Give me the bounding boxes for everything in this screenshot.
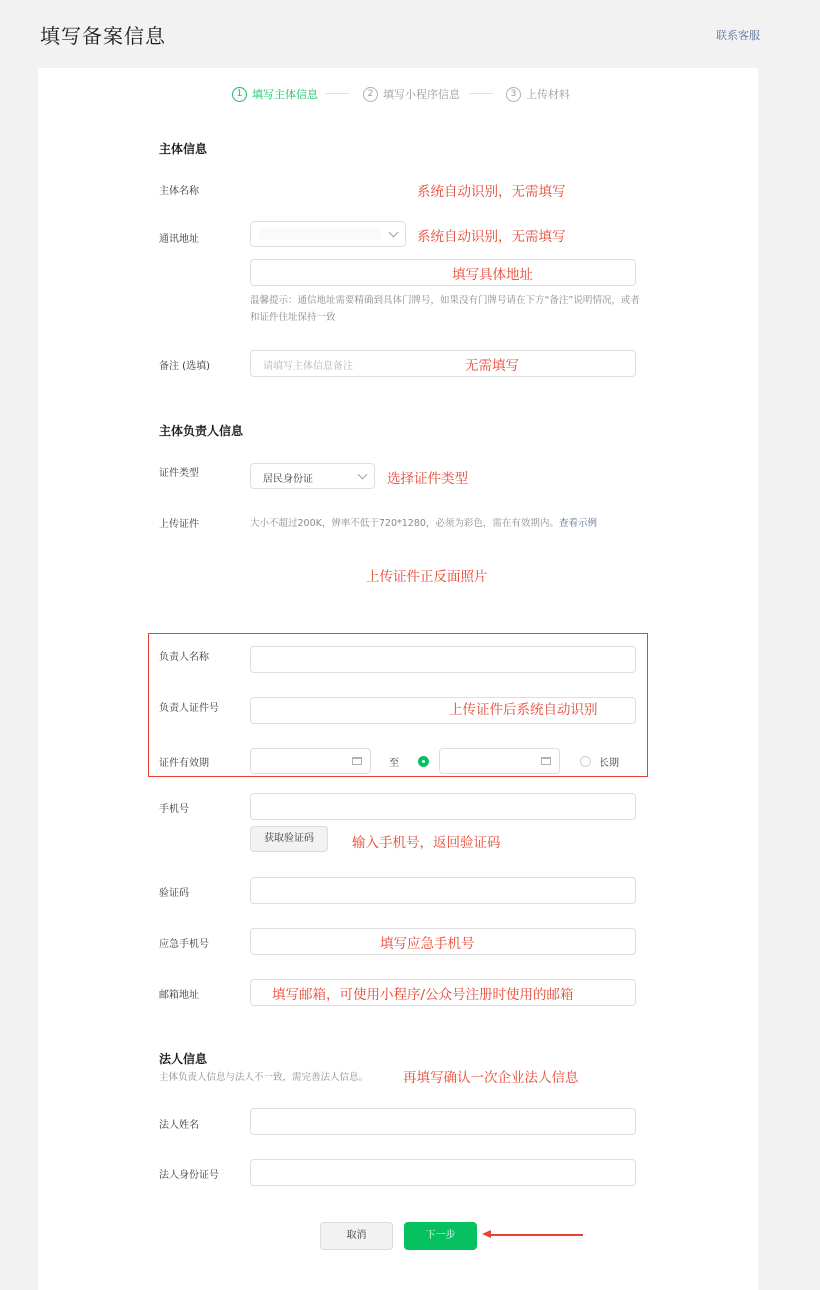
step-3 [506,86,570,102]
legal-name-input[interactable] [250,1108,636,1135]
phone-label: 手机号 [159,804,189,815]
region-value-masked [259,228,381,240]
annotation-emergency: 填写应急手机号 [380,936,475,952]
annotation-phone: 输入手机号，返回验证码 [352,835,501,851]
step-3-number: 3 [506,87,521,102]
calendar-icon [352,757,362,765]
email-label: 邮箱地址 [159,990,199,1001]
upload-hint-text: 大小不超过200K，辨率不低于720*1280，必须为彩色，需在有效期内。 [250,518,559,529]
owner-name-label: 负责人名称 [159,652,209,663]
id-type-value: 居民身份证 [263,474,313,485]
cancel-button[interactable]: 取消 [320,1222,393,1250]
legal-id-input[interactable] [250,1159,636,1186]
validity-end-input[interactable] [439,748,560,774]
annotation-remark: 无需填写 [465,358,519,374]
legal-name-label: 法人姓名 [159,1120,199,1131]
annotation-upload: 上传证件正反面照片 [366,569,488,585]
subject-name-label: 主体名称 [159,186,199,197]
owner-section-title: 主体负责人信息 [159,424,244,438]
validity-label: 证件有效期 [159,758,209,769]
upload-hint [250,515,597,529]
phone-input[interactable] [250,793,636,820]
validity-start-input[interactable] [250,748,371,774]
id-type-label: 证件类型 [159,468,199,479]
to-label: 至 [389,758,399,769]
annotation-address: 填写具体地址 [452,267,533,283]
annotation-arrow-icon [482,1230,491,1238]
annotation-auto-2: 系统自动识别，无需填写 [417,229,566,245]
annotation-auto-1: 系统自动识别，无需填写 [417,184,566,200]
get-code-button[interactable]: 获取验证码 [250,826,328,852]
annotation-id-type: 选择证件类型 [387,471,468,487]
contact-support-link[interactable]: 联系客服 [716,29,760,42]
step-divider [325,93,349,94]
step-2-number: 2 [363,87,378,102]
step-1 [232,86,318,102]
page-title: 填写备案信息 [40,24,166,48]
code-label: 验证码 [159,888,189,899]
owner-id-label: 负责人证件号 [159,703,219,714]
step-1-label: 填写主体信息 [252,88,318,101]
owner-name-input[interactable] [250,646,636,673]
end-date-radio[interactable] [418,756,429,767]
id-type-select[interactable] [250,463,375,489]
code-input[interactable] [250,877,636,904]
next-step-button[interactable]: 下一步 [404,1222,477,1250]
address-hint: 温馨提示：通信地址需要精确到具体门牌号，如果没有门牌号请在下方“备注”说明情况，或者和证件住址保持一致 [250,295,640,323]
long-term-label: 长期 [599,758,619,769]
legal-section-title: 法人信息 [159,1052,208,1066]
annotation-auto-id: 上传证件后系统自动识别 [449,702,598,718]
legal-desc: 主体负责人信息与法人不一致，需完善法人信息。 [159,1072,369,1083]
remark-label: 备注 (选填) [159,361,210,372]
calendar-icon [541,757,551,765]
step-2 [363,86,460,102]
emergency-phone-label: 应急手机号 [159,939,209,950]
subject-section-title: 主体信息 [159,142,208,156]
step-divider [469,93,493,94]
step-2-label: 填写小程序信息 [383,88,460,101]
annotation-arrow-line [490,1234,583,1236]
chevron-down-icon [358,470,368,480]
address-label: 通讯地址 [159,234,199,245]
address-region-select[interactable] [250,221,406,247]
legal-id-label: 法人身份证号 [159,1170,219,1181]
remark-placeholder: 请填写主体信息备注 [263,361,353,372]
annotation-legal: 再填写确认一次企业法人信息 [403,1070,579,1086]
upload-label: 上传证件 [159,519,199,530]
long-term-radio[interactable] [580,756,591,767]
annotation-email: 填写邮箱，可使用小程序/公众号注册时使用的邮箱 [272,987,574,1003]
address-detail-input[interactable] [250,259,636,286]
step-3-label: 上传材料 [526,88,570,101]
view-example-link[interactable]: 查看示例 [558,518,597,529]
chevron-down-icon [389,228,399,238]
step-1-number: 1 [232,87,247,102]
